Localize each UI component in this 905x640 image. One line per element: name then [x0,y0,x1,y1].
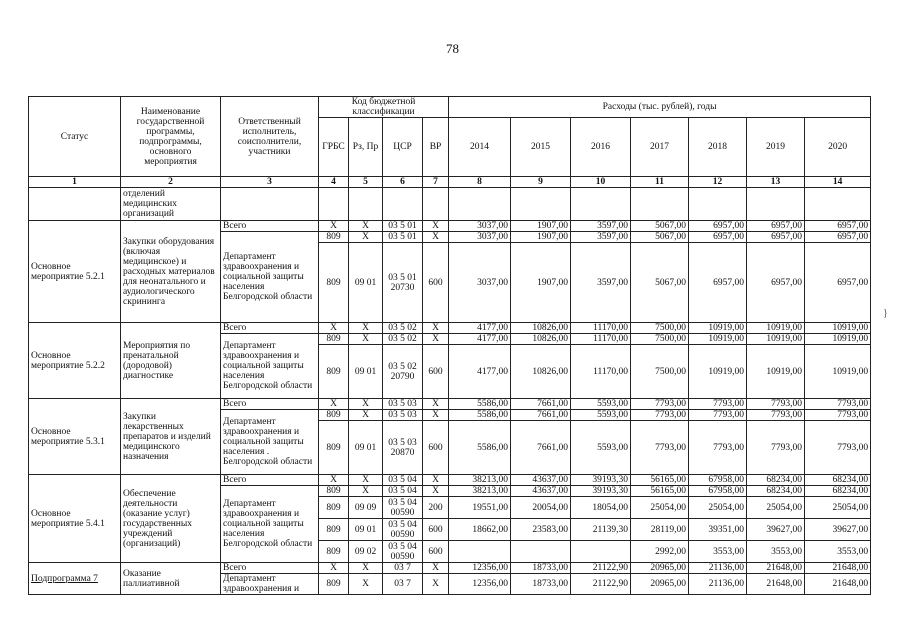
column-index: 7 [423,177,449,188]
header-csr: ЦСР [383,118,423,177]
header-row-1 [29,97,871,118]
table-row: 809 09 01 03 5 02 20790 600 4177,00 10826,00 11170,00 7500,00 10919,00 10919,00 10919,00 [29,345,871,399]
header-grbs: ГРБС [319,118,349,177]
table-row: 809 09 02 03 5 04 00590 600 2992,00 3553,00 3553,00 3553,00 [29,541,871,563]
activity-name: Обеспечение деятельности (оказание услуг) государственных учреждений (организаций) [121,475,221,563]
subprogram-name: Оказание паллиативной [121,563,221,595]
executor-total: Всего [221,221,319,232]
table-row: Департамент здравоохранения и социальной защиты населения Белгородской области 809 X 03 5 02 X 4177,00 10826,00 11170,00 7500,00 10919,00 10919,00 10919,00 [29,334,871,345]
executor-dept: Департамент здравоохранения и [221,574,319,595]
header-expenses: Расходы (тыс. рублей), годы [449,97,871,118]
status-cell: Основное мероприятие 5.4.1 [29,475,121,563]
column-index: 12 [689,177,747,188]
executor-total: Всего [221,563,319,574]
column-index: 1 [29,177,121,188]
table-row: Основное мероприятие 5.2.2 Мероприятия по пренатальной (дородовой) диагностике Всего X X 03 5 02 X 4177,00 10826,00 11170,00 7500,00 10919,00 10919,00 10919,00 [29,323,871,334]
table-row: 809 09 01 03 5 01 20730 600 3037,00 1907,00 3597,00 5067,00 6957,00 6957,00 6957,00 [29,243,871,323]
column-index: 6 [383,177,423,188]
margin-mark: } [883,308,888,319]
executor-dept: Департамент здравоохранения и социальной защиты населения Белгородской области [221,486,319,563]
table-row: Основное мероприятие 5.3.1 Закупки лекарственных препаратов и изделий медицинского назначения Всего X X 03 5 03 X 5586,00 7661,00 5593,00 7793,00 7793,00 7793,00 7793,00 [29,399,871,410]
header-year: 2018 [689,118,747,177]
table-row: Основное мероприятие 5.4.1 Обеспечение деятельности (оказание услуг) государственных учреждений (организаций) Всего X X 03 5 04 X 38213,00 43637,00 39193,30 56165,00 67958,00 68234,00 68234,00 [29,475,871,486]
executor-total: Всего [221,399,319,410]
table-row: Департамент здравоохранения и социальной защиты населения Белгородской области 809 X 03 5 04 X 38213,00 43637,00 39193,30 56165,00 67958,00 68234,00 68234,00 [29,486,871,497]
table-row: 809 09 09 03 5 04 00590 200 19551,00 20054,00 18054,00 25054,00 25054,00 25054,00 25054,00 [29,497,871,519]
column-index-row [29,177,871,188]
executor-total: Всего [221,475,319,486]
table-row: Департамент здравоохранения и социальной защиты населения Белгородской области 809 X 03 5 01 X 3037,00 1907,00 3597,00 5067,00 6957,00 6957,00 6957,00 [29,232,871,243]
status-cell: Основное мероприятие 5.2.1 [29,221,121,323]
continuation-name: отделений медицинских организаций [121,188,221,221]
column-index: 14 [805,177,871,188]
executor-dept: Департамент здравоохранения и социальной защиты населения . Белгородской области [221,410,319,475]
executor-dept: Департамент здравоохранения и социальной защиты населения Белгородской области [221,334,319,399]
table-row: Департамент здравоохранения и социальной защиты населения . Белгородской области 809 X 03 5 03 X 5586,00 7661,00 5593,00 7793,00 7793,00 7793,00 7793,00 [29,410,871,421]
table-row: 809 09 01 03 5 04 00590 600 18662,00 23583,00 21139,30 28119,00 39351,00 39627,00 39627,00 [29,519,871,541]
table-row: 809 09 01 03 5 03 20870 600 5586,00 7661,00 5593,00 7793,00 7793,00 7793,00 7793,00 [29,421,871,475]
table-row: Подпрограмма 7 Оказание паллиативной Всего X X 03 7 X 12356,00 18733,00 21122,90 20965,00 21136,00 21648,00 21648,00 [29,563,871,574]
table-row: Основное мероприятие 5.2.1 Закупки оборудования (включая медицинское) и расходных материалов для неонатального и аудиологического скрининга Всего X X 03 5 01 X 3037,00 1907,00 3597,00 5067,00 6957,00 6957,00 6957,00 [29,221,871,232]
column-index: 13 [747,177,805,188]
header-vr: ВР [423,118,449,177]
subprogram-status: Подпрограмма 7 [29,563,121,595]
activity-name: Закупки лекарственных препаратов и изделий медицинского назначения [121,399,221,475]
column-index: 5 [349,177,383,188]
header-year: 2014 [449,118,511,177]
column-index: 3 [221,177,319,188]
column-index: 10 [571,177,631,188]
status-cell: Основное мероприятие 5.2.2 [29,323,121,399]
header-year: 2019 [747,118,805,177]
header-year: 2017 [631,118,689,177]
column-index: 4 [319,177,349,188]
activity-name: Закупки оборудования (включая медицинское) и расходных материалов для неонатального и аудиологического скрининга [121,221,221,323]
header-status: Статус [29,97,121,177]
column-index: 9 [511,177,571,188]
header-year: 2016 [571,118,631,177]
header-rzpr: Рз, Пр [349,118,383,177]
column-index: 8 [449,177,511,188]
header-name: Наименование государственной программы, подпрограммы, основного мероприятия [121,97,221,177]
header-executor: Ответственный исполнитель, соисполнители, участники [221,97,319,177]
header-year: 2020 [805,118,871,177]
budget-table [28,96,871,595]
table-row: Департамент здравоохранения и 809 X 03 7 X 12356,00 18733,00 21122,90 20965,00 21136,00 21648,00 21648,00 [29,574,871,595]
column-index: 2 [121,177,221,188]
column-index: 11 [631,177,689,188]
executor-total: Всего [221,323,319,334]
continuation-row [29,188,871,221]
page-number: 78 [446,41,459,56]
executor-dept: Департамент здравоохранения и социальной защиты населения Белгородской области [221,232,319,323]
activity-name: Мероприятия по пренатальной (дородовой) диагностике [121,323,221,399]
header-budget-code: Код бюджетной классификации [319,97,449,118]
header-year: 2015 [511,118,571,177]
status-cell: Основное мероприятие 5.3.1 [29,399,121,475]
